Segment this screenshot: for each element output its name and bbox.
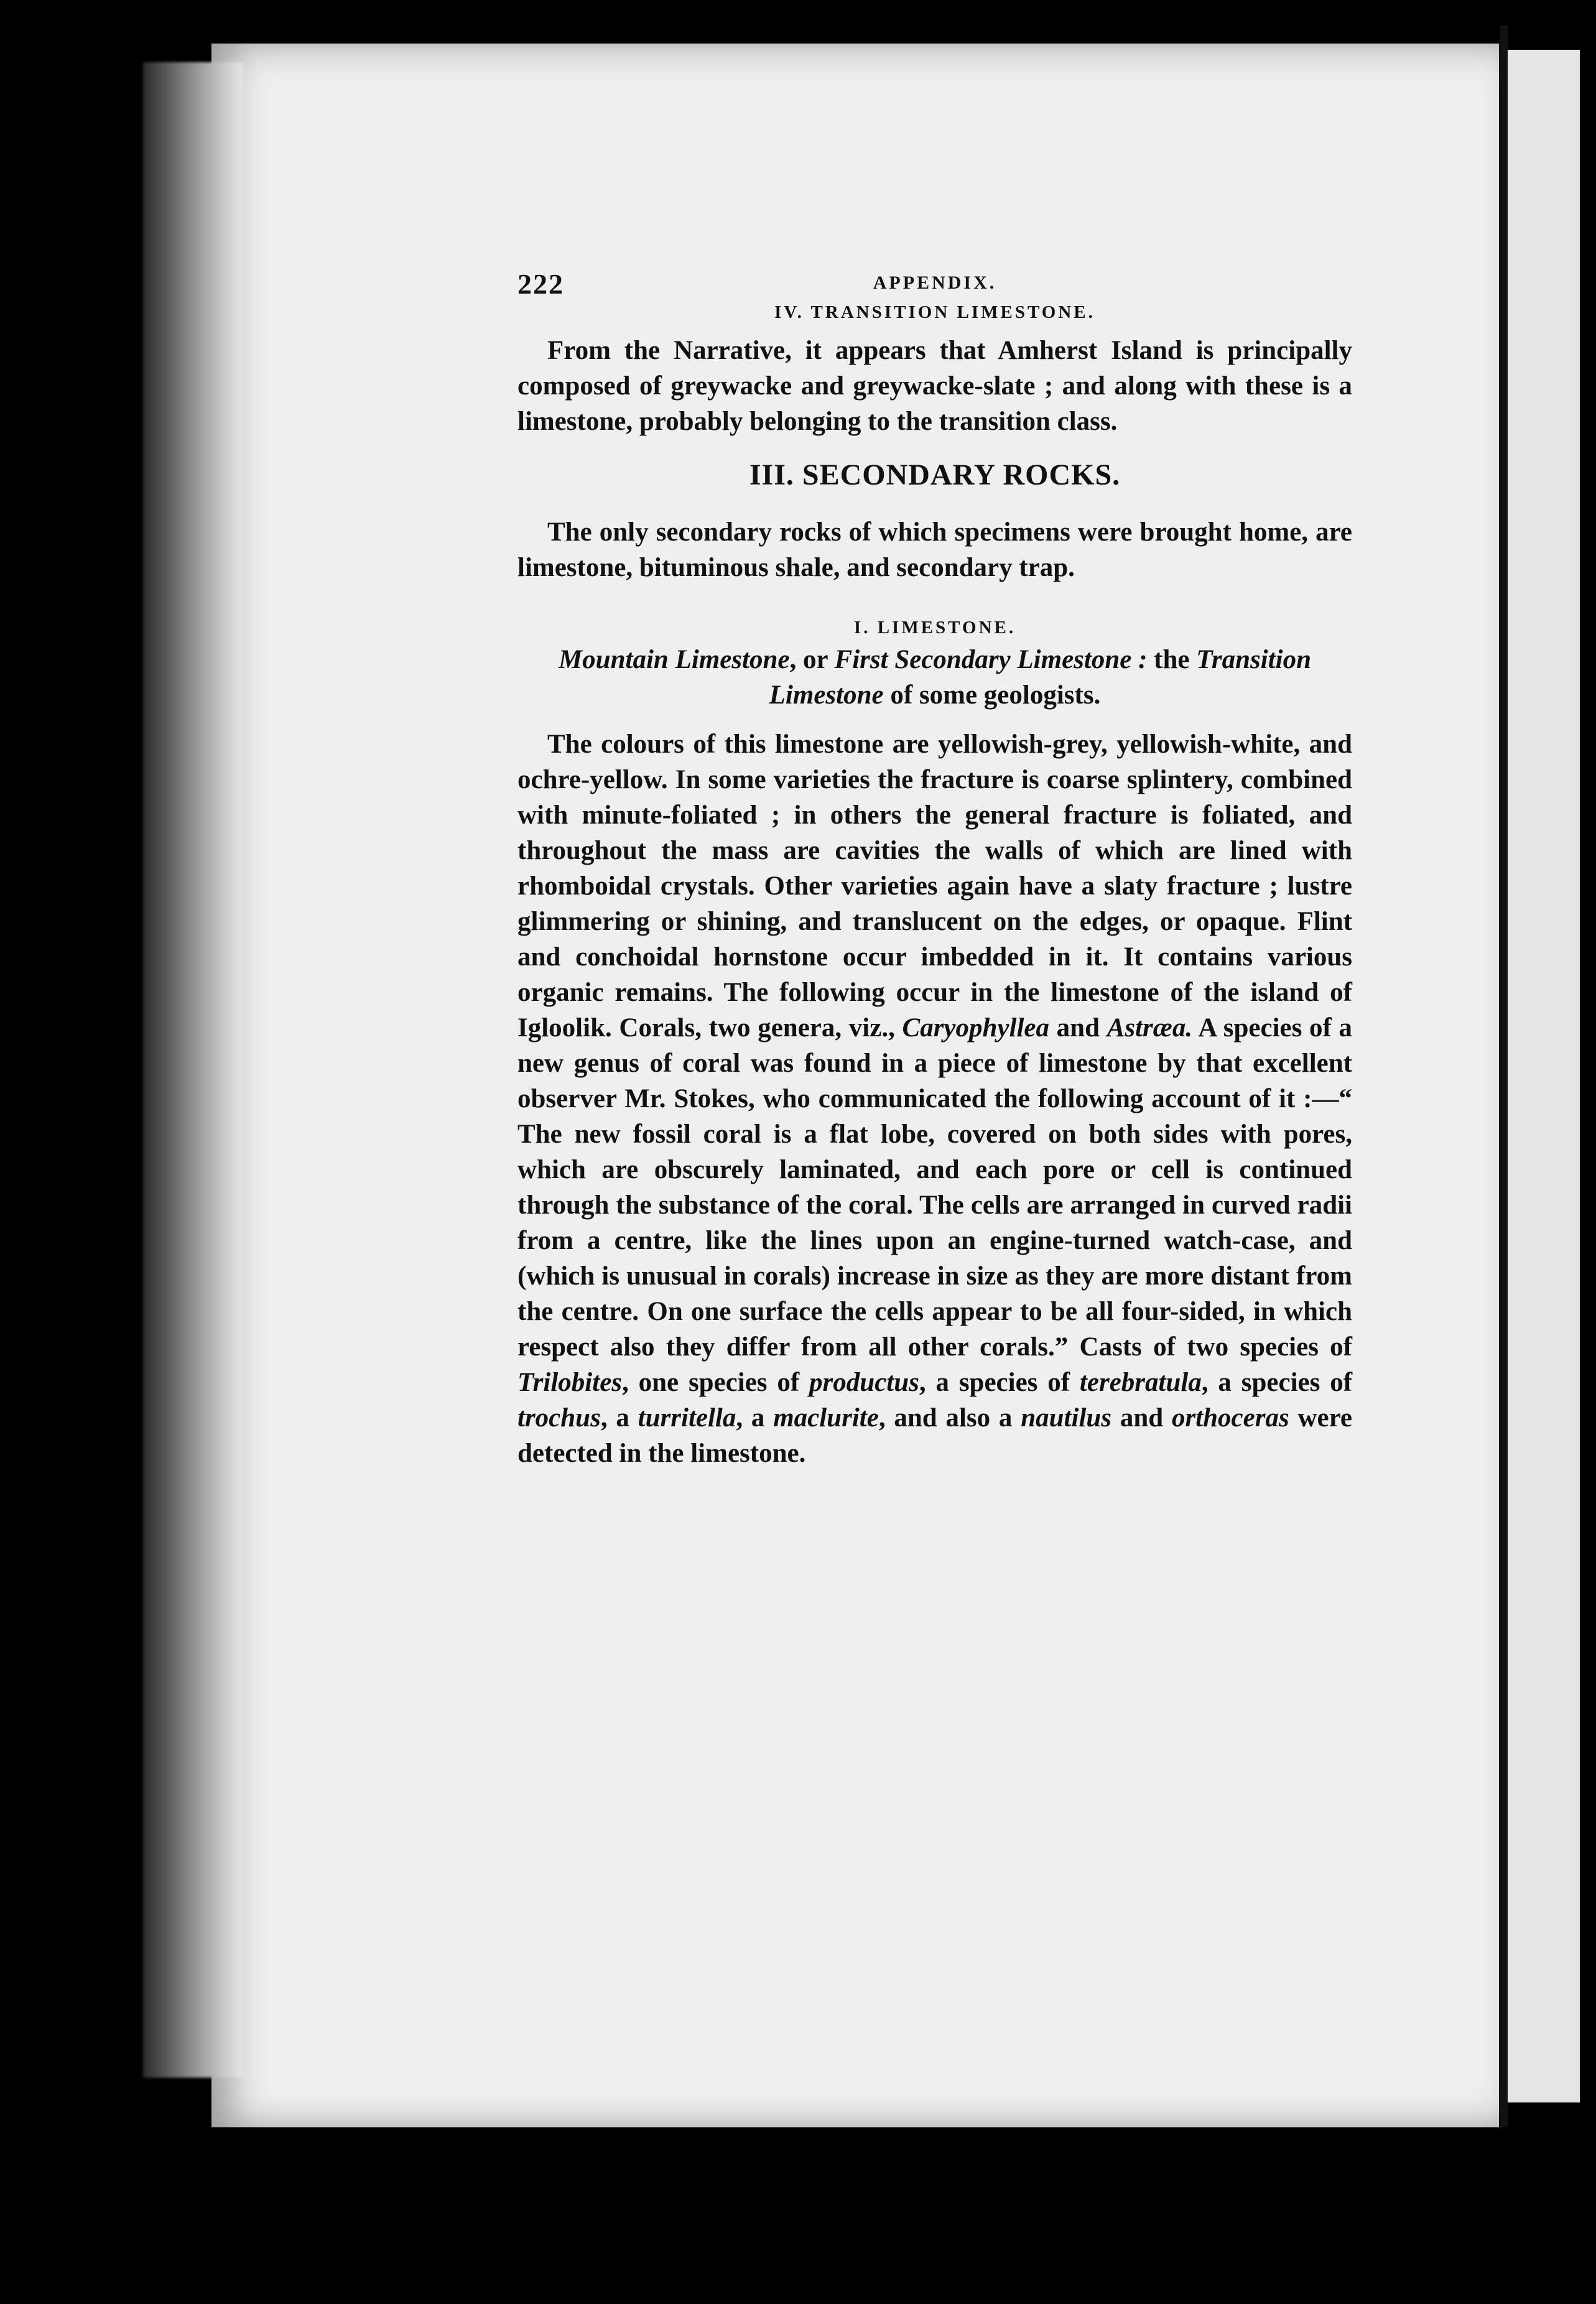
subtitle-text-geologists: of some geologists. xyxy=(883,681,1101,710)
italic-trochus: trochus xyxy=(517,1403,601,1433)
para-text: , a species of xyxy=(919,1368,1080,1397)
running-head xyxy=(517,267,1352,305)
italic-astraea: Astræa. xyxy=(1107,1013,1193,1043)
limestone-heading: I. LIMESTONE. xyxy=(853,618,1016,638)
para-text: , a xyxy=(736,1403,774,1433)
italic-turritella: turritella xyxy=(638,1403,736,1433)
para-text: , one species of xyxy=(622,1368,810,1397)
subtitle-text-or: , or xyxy=(789,645,835,674)
italic-orthoceras: orthoceras xyxy=(1171,1403,1289,1433)
para-text: , and also a xyxy=(878,1403,1021,1433)
para-text: , a xyxy=(600,1403,638,1433)
para-text: The colours of this limestone are yellowish-grey, yellowish-white, and ochre-yellow. In some varieties the fracture is coarse splintery, combined with minute-foliated ; in others the general fracture is foliated, and throughout the mass are cavities the walls of which are lined with rhomboidal crystals. Other varieties again have a slaty fracture ; lustre glimmering or shining, and translucent on the edges, or opaque. Flint and conchoidal hornstone occur imbedded in it. It contains various organic remains. The following occur in the limestone of the island of Igloolik. Corals, two genera, viz., xyxy=(517,730,1352,1043)
secondary-rocks-paragraph: The only secondary rocks of which specimens were brought home, are limestone, bituminous shale, and secondary trap. xyxy=(517,518,1352,582)
subtitle-first-secondary: First Secondary Limestone : xyxy=(834,645,1148,674)
para-text: were detected in the limestone. xyxy=(517,1403,1353,1468)
italic-trilobites: Trilobites xyxy=(517,1368,623,1397)
scan-right-border xyxy=(1580,0,1596,2304)
page-number: 222 xyxy=(517,268,564,300)
para-text: A species of a new genus of coral was found in a piece of limestone by that excellent observer Mr. Stokes, who communicated the following account of it :—“ The new fossil coral is a flat lobe, covered on both sides with pores, which are obscurely laminated, and each pore or cell is continued through the substance of the coral. The cells are arranged in curved radii from a centre, like the lines upon an engine-turned watch-case, and (which is unusual in corals) increase in size as they are more distant from the centre. On one surface the cells appear to be all four-sided, in which respect also they differ from all other corals.” Casts of two species of xyxy=(517,1013,1352,1362)
para-text: , a species of xyxy=(1201,1368,1353,1397)
page-text xyxy=(517,267,1352,1471)
secondary-rocks-heading: III. SECONDARY ROCKS. xyxy=(749,458,1121,491)
subtitle-mountain-limestone: Mountain Limestone xyxy=(558,645,790,674)
subtitle-transition-limestone: Transition Limestone xyxy=(769,645,1312,710)
limestone-description-paragraph xyxy=(517,727,1352,1471)
running-title: APPENDIX. xyxy=(873,272,997,293)
italic-maclurite: maclurite xyxy=(773,1403,879,1433)
limestone-subtitle xyxy=(517,642,1352,713)
para-text: and xyxy=(1049,1013,1107,1043)
para-text: and xyxy=(1111,1403,1172,1433)
scan-left-border xyxy=(0,0,118,2304)
subtitle-text-the: the xyxy=(1147,645,1197,674)
transition-limestone-paragraph: From the Narrative, it appears that Amherst Island is principally composed of greywacke and greywacke-slate ; and along with these is a limestone, probably belonging to the transition class. xyxy=(517,336,1352,436)
page-gutter xyxy=(1500,25,1508,2127)
italic-caryophyllea: Caryophyllea xyxy=(902,1013,1049,1043)
book-spine-shadow xyxy=(143,62,243,2078)
italic-nautilus: nautilus xyxy=(1021,1403,1112,1433)
transition-limestone-heading: IV. TRANSITION LIMESTONE. xyxy=(774,302,1095,322)
italic-terebratula: terebratula xyxy=(1079,1368,1202,1397)
italic-productus: productus xyxy=(809,1368,919,1397)
